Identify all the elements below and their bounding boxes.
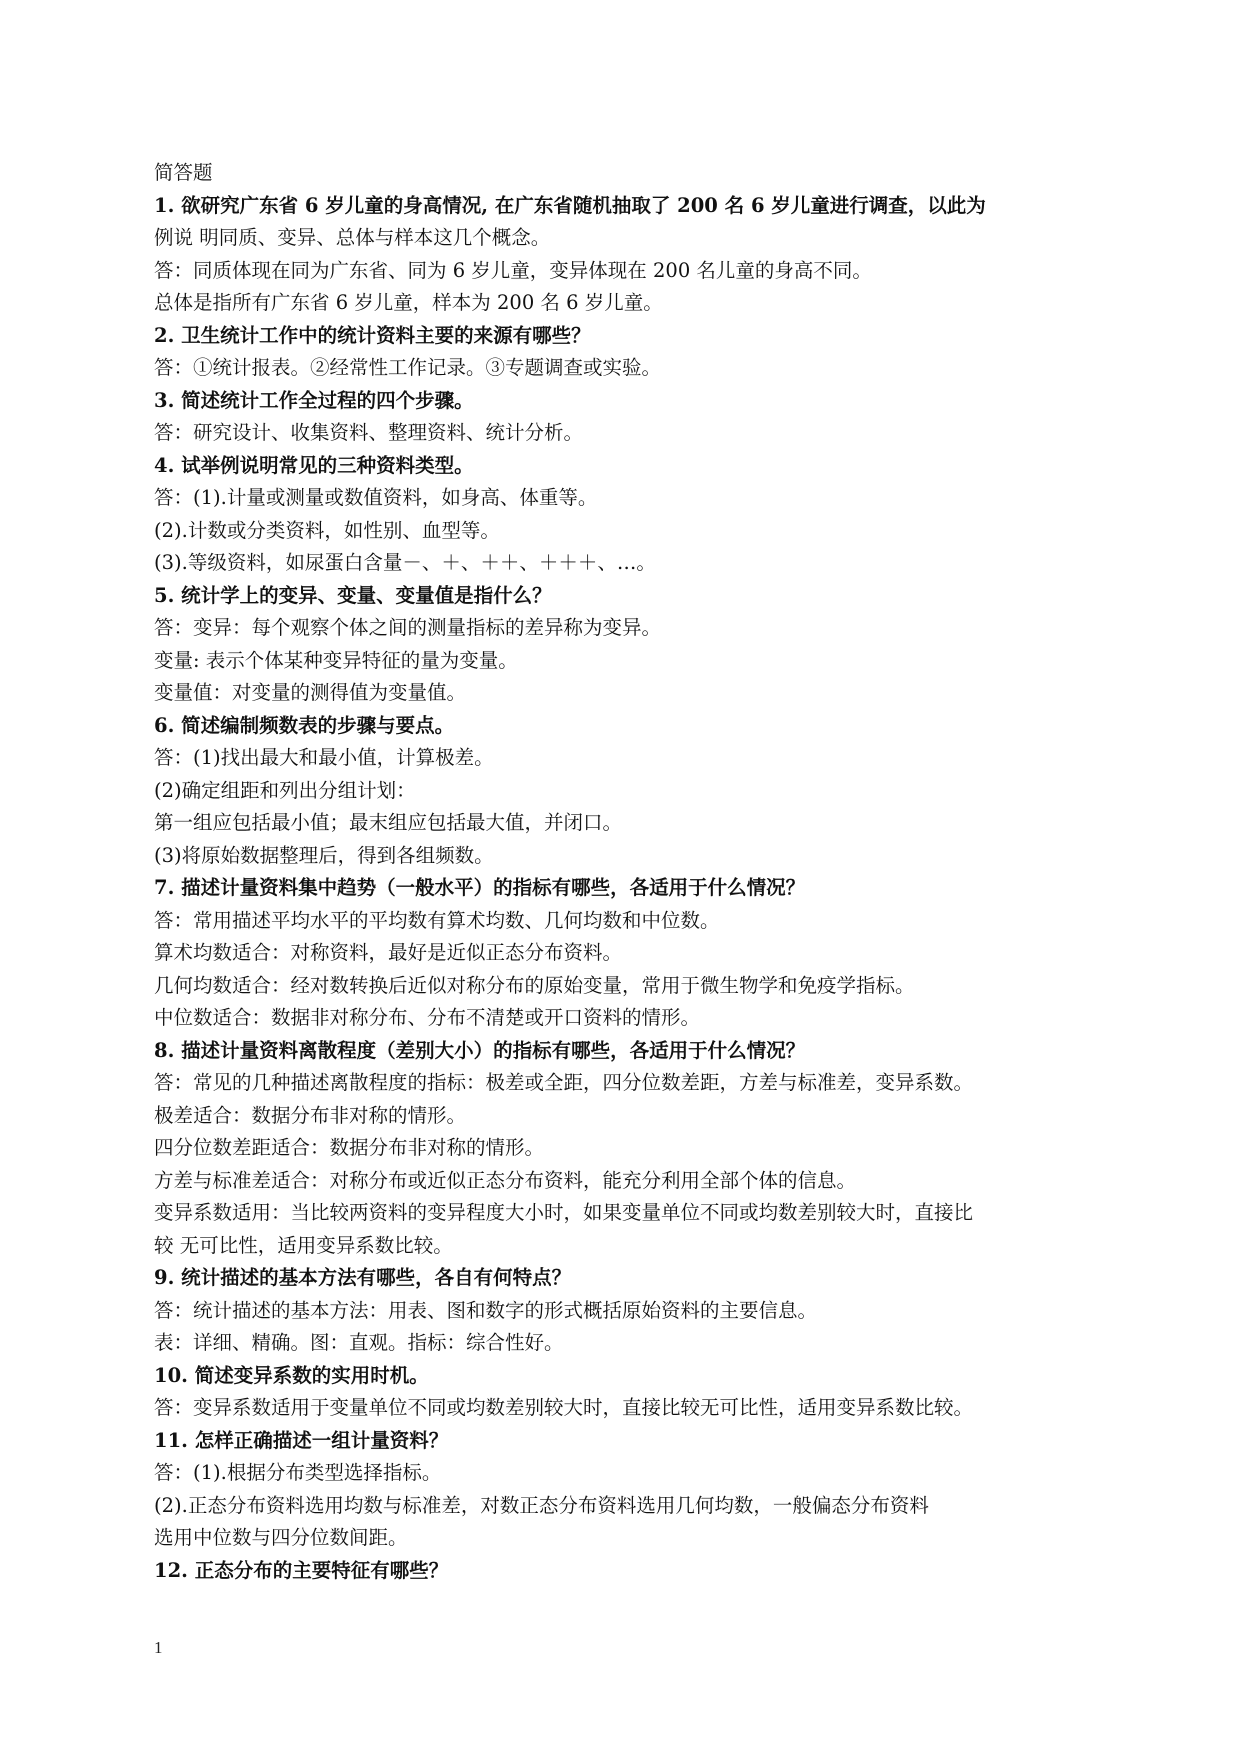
question-line: 8. 描述计量资料离散程度（差别大小）的指标有哪些，各适用于什么情况？ (154, 1038, 806, 1062)
answer-line: 变量: 表示个体某种变异特征的量为变量。 (154, 648, 518, 672)
answer-line: (3).等级资料，如尿蛋白含量－、＋、＋＋、＋＋＋、…。 (154, 551, 656, 574)
answer-line: 较 无可比性，适用变异系数比较。 (154, 1233, 453, 1257)
answer-line: 答：(1).计量或测量或数值资料，如身高、体重等。 (154, 486, 598, 509)
answer-line: 答：常用描述平均水平的平均数有算术均数、几何均数和中位数。 (154, 908, 720, 932)
answer-line: (2).正态分布资料选用均数与标准差，对数正态分布资料选用几何均数，一般偏态分布资料 (154, 1493, 929, 1517)
answer-line: 答：统计描述的基本方法：用表、图和数字的形式概括原始资料的主要信息。 (154, 1298, 818, 1322)
question-line: 3. 简述统计工作全过程的四个步骤。 (154, 388, 474, 412)
answer-line: 答：常见的几种描述离散程度的指标：极差或全距，四分位数差距，方差与标准差，变异系数。 (154, 1071, 974, 1094)
question-line: 1. 欲研究广东省 6 岁儿童的身高情况, 在广东省随机抽取了 200 名 6 岁儿童进行调查，以此为 (154, 193, 986, 217)
answer-line: 方差与标准差适合：对称分布或近似正态分布资料，能充分利用全部个体的信息。 (154, 1168, 857, 1192)
answer-line: 答：同质体现在同为广东省、同为 6 岁儿童，变异体现在 200 名儿童的身高不同。 (154, 258, 872, 282)
document-title: 简答题 (154, 161, 213, 184)
question-line: 2. 卫生统计工作中的统计资料主要的来源有哪些？ (154, 323, 591, 347)
question-line: 6. 简述编制频数表的步骤与要点。 (154, 713, 455, 737)
answer-line: 表：详细、精确。图：直观。指标：综合性好。 (154, 1331, 564, 1354)
question-line: 9. 统计描述的基本方法有哪些，各自有何特点？ (154, 1266, 572, 1289)
answer-line: 变量值：对变量的测得值为变量值。 (154, 681, 467, 704)
answer-line: 答：(1)找出最大和最小值，计算极差。 (154, 746, 494, 769)
answer-line: 例说 明同质、变异、总体与样本这几个概念。 (154, 226, 551, 249)
answer-line: 变异系数适用：当比较两资料的变异程度大小时，如果变量单位不同或均数差别较大时，直接比 (154, 1201, 974, 1224)
answer-line: 四分位数差距适合：数据分布非对称的情形。 (154, 1136, 545, 1159)
question-line: 12. 正态分布的主要特征有哪些？ (154, 1558, 449, 1582)
page-number: 1 (154, 1638, 163, 1657)
answer-line: 极差适合：数据分布非对称的情形。 (154, 1103, 467, 1127)
document-body (154, 157, 1094, 1587)
question-line: 11. 怎样正确描述一组计量资料？ (154, 1428, 449, 1452)
question-line: 4. 试举例说明常见的三种资料类型。 (154, 453, 474, 477)
answer-line: 几何均数适合：经对数转换后近似对称分布的原始变量，常用于微生物学和免疫学指标。 (154, 973, 915, 997)
question-line: 5. 统计学上的变异、变量、变量值是指什么？ (154, 583, 552, 607)
answer-line: (2)确定组距和列出分组计划： (154, 778, 416, 802)
answer-line: 答：①统计报表。②经常性工作记录。③专题调查或实验。 (154, 356, 662, 379)
answer-line: (2).计数或分类资料，如性别、血型等。 (154, 518, 500, 542)
answer-line: 中位数适合：数据非对称分布、分布不清楚或开口资料的情形。 (154, 1006, 701, 1029)
answer-line: 答：(1).根据分布类型选择指标。 (154, 1461, 442, 1484)
answer-line: 选用中位数与四分位数间距。 (154, 1526, 408, 1549)
answer-line: 答：研究设计、收集资料、整理资料、统计分析。 (154, 421, 584, 444)
answer-line: 总体是指所有广东省 6 岁儿童，样本为 200 名 6 岁儿童。 (154, 291, 663, 314)
answer-line: 答：变异系数适用于变量单位不同或均数差别较大时，直接比较无可比性，适用变异系数比较。 (154, 1396, 974, 1419)
question-line: 10. 简述变异系数的实用时机。 (154, 1363, 429, 1387)
question-line: 7. 描述计量资料集中趋势（一般水平）的指标有哪些，各适用于什么情况？ (154, 876, 806, 899)
qa-lines (154, 190, 1094, 1588)
answer-line: 答：变异：每个观察个体之间的测量指标的差异称为变异。 (154, 616, 662, 639)
answer-line: 算术均数适合：对称资料，最好是近似正态分布资料。 (154, 941, 623, 964)
answer-line: 第一组应包括最小值；最末组应包括最大值，并闭口。 (154, 811, 623, 834)
answer-line: (3)将原始数据整理后，得到各组频数。 (154, 843, 494, 867)
